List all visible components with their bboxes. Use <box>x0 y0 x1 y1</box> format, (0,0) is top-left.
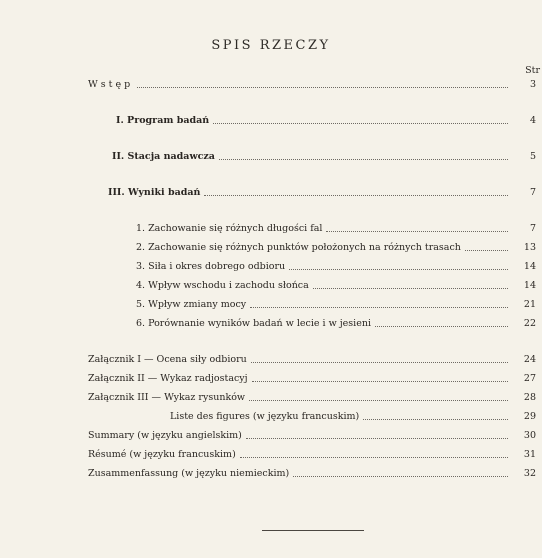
leader-dots <box>246 438 508 439</box>
leader-dots <box>249 400 508 401</box>
toc-entry-label: I. Program badań <box>116 115 210 126</box>
toc-entry-page: 5 <box>529 151 536 162</box>
leader-dots <box>204 195 508 196</box>
toc-entry-page: 14 <box>523 280 536 291</box>
leader-dots <box>375 326 508 327</box>
toc-entry-page: 29 <box>523 411 536 422</box>
toc-entry <box>136 259 542 273</box>
leader-dots <box>465 250 508 251</box>
toc-entry-label: Załącznik I — Ocena siły odbioru <box>88 354 247 365</box>
toc-entry-page: 3 <box>529 79 536 90</box>
leader-dots <box>293 476 508 477</box>
toc-entry-label: 6. Porównanie wyników badań w lecie i w jesieni <box>136 318 371 329</box>
toc-entry <box>88 77 542 91</box>
toc-entry <box>136 240 542 254</box>
toc-entry-page: 30 <box>523 430 536 441</box>
toc-entry-page: 21 <box>523 299 536 310</box>
toc-entry <box>136 221 542 235</box>
leader-dots <box>363 419 508 420</box>
toc-entry <box>116 113 542 127</box>
leader-dots <box>251 362 508 363</box>
leader-dots <box>313 288 508 289</box>
toc-entry-page: 24 <box>523 354 536 365</box>
leader-dots <box>250 307 508 308</box>
toc-entry-label: Załącznik II — Wykaz radjostacyj <box>88 373 248 384</box>
leader-dots <box>137 87 508 88</box>
leader-dots <box>219 159 508 160</box>
leader-dots <box>252 381 508 382</box>
toc-entry <box>136 278 542 292</box>
bottom-rule <box>262 530 364 531</box>
toc-entry-page: 31 <box>523 449 536 460</box>
toc-entry-page: 14 <box>523 261 536 272</box>
toc-entry-page: 27 <box>523 373 536 384</box>
toc-entry-label: III. Wyniki badań <box>108 187 201 198</box>
toc-entry-page: 4 <box>529 115 536 126</box>
toc-entry <box>136 297 542 311</box>
toc-entry <box>88 390 542 404</box>
toc-entry <box>88 371 542 385</box>
toc-entry-label: Summary (w języku angielskim) <box>88 430 242 441</box>
toc-entry-page: 22 <box>523 318 536 329</box>
toc-entry-page: 28 <box>523 392 536 403</box>
toc-entry <box>88 428 542 442</box>
toc-entry <box>88 447 542 461</box>
toc-entry-label: Wstęp <box>88 79 134 90</box>
toc-entry <box>88 466 542 480</box>
toc-entry-label: Zusammenfassung (w języku niemieckim) <box>88 468 290 479</box>
page-column-header: Str <box>525 65 540 76</box>
page-title: SPIS RZECZY <box>211 38 331 53</box>
toc-entry-label: 2. Zachowanie się różnych punktów położonych na różnych trasach <box>136 242 461 253</box>
toc-entry-label: Załącznik III — Wykaz rysunków <box>88 392 246 403</box>
toc-entry <box>170 409 542 423</box>
toc-entry <box>136 316 542 330</box>
toc-entry-label: 4. Wpływ wschodu i zachodu słońca <box>136 280 309 291</box>
toc-entry-label: Résumé (w języku francuskim) <box>88 449 236 460</box>
toc-entry-page: 32 <box>523 468 536 479</box>
leader-dots <box>213 123 508 124</box>
toc-entry-page: 7 <box>529 187 536 198</box>
toc-entry <box>88 352 542 366</box>
toc-entry <box>108 185 542 199</box>
leader-dots <box>289 269 508 270</box>
toc-entry <box>112 149 542 163</box>
toc-entry-label: II. Stacja nadawcza <box>112 151 215 162</box>
toc-entry-page: 13 <box>523 242 536 253</box>
toc-entry-label: 3. Siła i okres dobrego odbioru <box>136 261 286 272</box>
toc-entry-page: 7 <box>529 223 536 234</box>
leader-dots <box>240 457 508 458</box>
toc-entry-label: Liste des figures (w języku francuskim) <box>170 411 360 422</box>
leader-dots <box>326 231 508 232</box>
toc-entry-label: 1. Zachowanie się różnych długości fal <box>136 223 323 234</box>
toc-entry-label: 5. Wpływ zmiany mocy <box>136 299 247 310</box>
